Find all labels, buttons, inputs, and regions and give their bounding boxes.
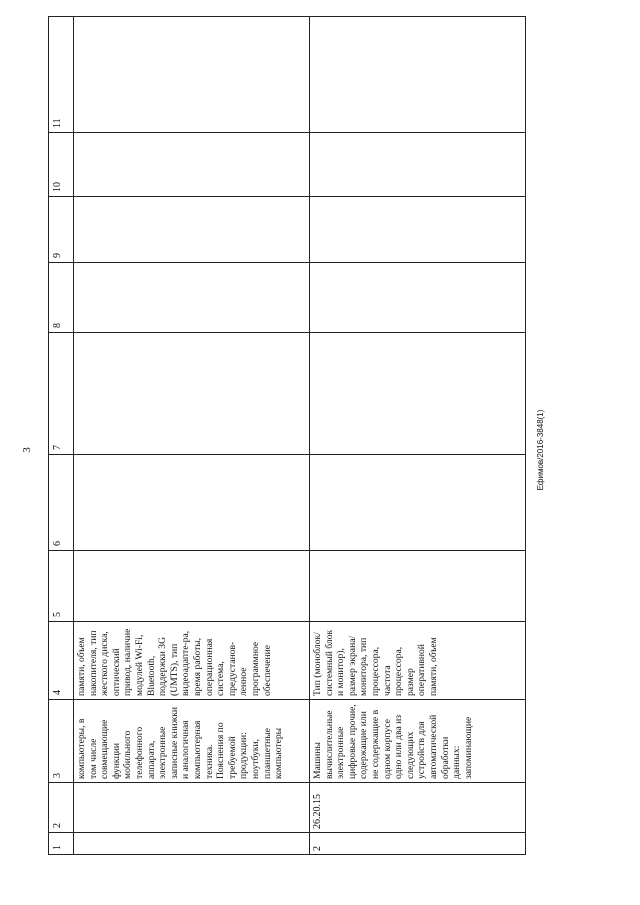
header-col-6: 6 [49, 455, 74, 551]
document-reference: Ефимов/2016-3848(1) [536, 409, 545, 491]
header-col-7: 7 [49, 333, 74, 455]
product-name-cell: компьютеры, в том числе совмещающие функции мобильного телефонного аппарата, электронные записные книжки и аналогичная компьютерная техника. Пояснения по требуемой продукции: ноутбуки, планшетные компьютеры [74, 700, 310, 783]
header-col-4: 4 [49, 622, 74, 700]
table-cell [310, 263, 526, 333]
characteristics-cell: Тип (моноблок/ системный блок и монитор), размер экрана/ монитора, тип процессора, частота процессора, размер оперативной памяти, объем [310, 622, 526, 700]
rotated-table-container [48, 17, 526, 855]
row-number-cell: 2 [310, 833, 526, 855]
table-cell [74, 333, 310, 455]
table-cell [74, 455, 310, 551]
table-cell [310, 133, 526, 197]
header-col-10: 10 [49, 133, 74, 197]
header-col-11: 11 [49, 17, 74, 133]
table-row [310, 17, 526, 855]
page-number: 3 [20, 447, 33, 453]
table-cell [310, 551, 526, 622]
table-cell [310, 333, 526, 455]
code-cell: 26.20.15 [310, 783, 526, 833]
table-cell [310, 17, 526, 133]
header-col-8: 8 [49, 263, 74, 333]
table-row [74, 17, 310, 855]
header-col-1: 1 [49, 833, 74, 855]
table-cell [74, 133, 310, 197]
table-cell [310, 455, 526, 551]
header-col-2: 2 [49, 783, 74, 833]
table-cell [74, 551, 310, 622]
row-number-cell [74, 833, 310, 855]
header-col-3: 3 [49, 700, 74, 783]
product-name-cell: Машины вычислительные электронные цифровые прочие, содержащие или не содержащие в одном корпусе одно или два из следующих устройств для автоматической обработки данных: запоминающие [310, 700, 526, 783]
table-cell [74, 197, 310, 263]
header-row [49, 17, 74, 855]
table-wrapper [48, 17, 526, 855]
header-col-5: 5 [49, 551, 74, 622]
code-cell [74, 783, 310, 833]
table-cell [74, 17, 310, 133]
table-cell [74, 263, 310, 333]
specification-table [48, 16, 526, 855]
header-col-9: 9 [49, 197, 74, 263]
characteristics-cell: памяти, объем накопителя, тип жесткого диска, оптический привод, наличие модулей Wi-Fi, Bluetooth, поддержки 3G (UMTS), тип видеоадапте-ра, время работы, операционная система, предустанов-ленное программное обеспечение [74, 622, 310, 700]
table-cell [310, 197, 526, 263]
